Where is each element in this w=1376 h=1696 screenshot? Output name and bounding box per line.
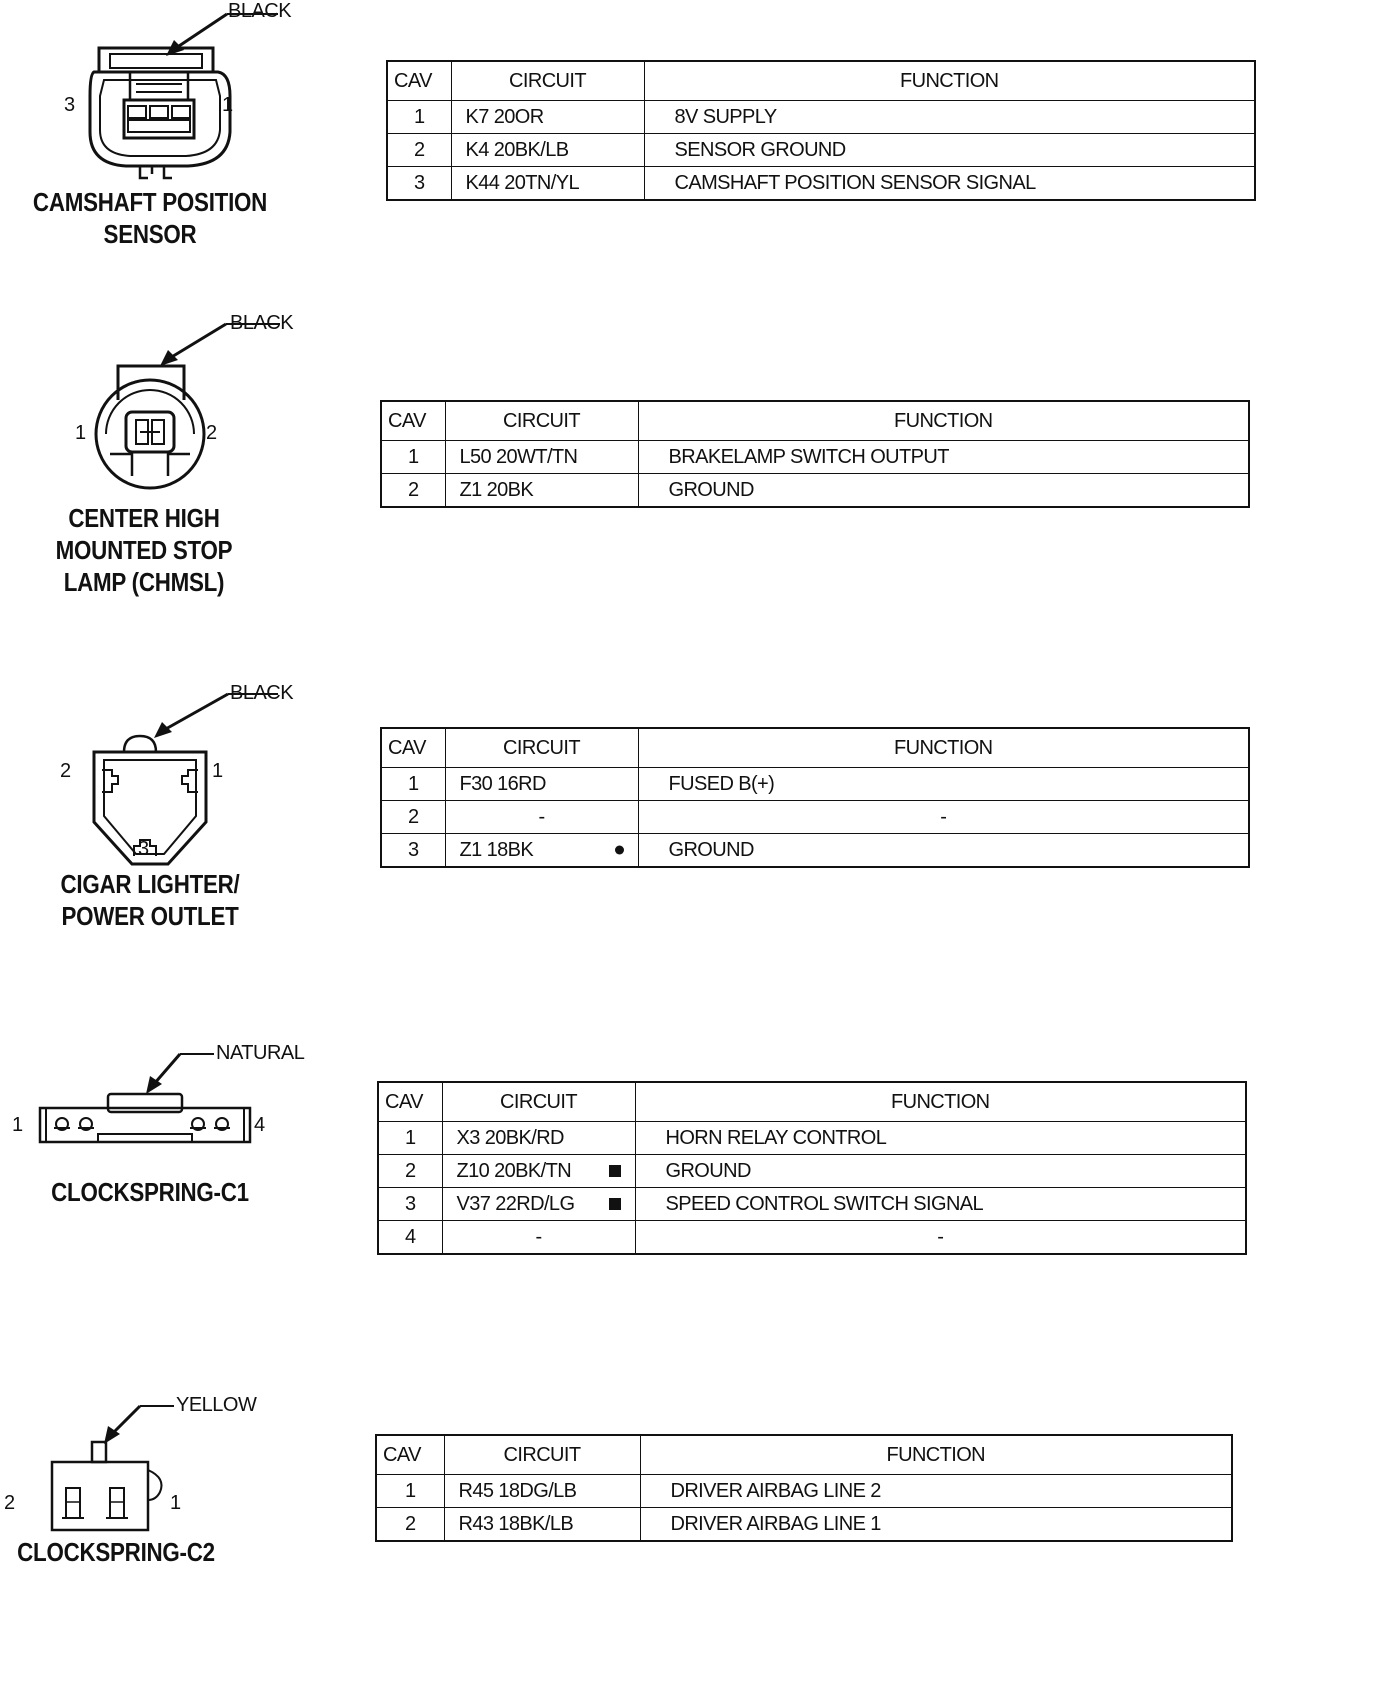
table-row bbox=[378, 1221, 1246, 1255]
circuit-cell bbox=[442, 1188, 635, 1221]
cav-cell: 2 bbox=[381, 474, 445, 508]
table-row bbox=[381, 834, 1249, 868]
function-cell: GROUND bbox=[638, 474, 1249, 508]
cigar-title-line-2: POWER OUTLET bbox=[61, 901, 239, 931]
function-cell: 8V SUPPLY bbox=[644, 101, 1255, 134]
clockspring-c2-pin-label-2: 2 bbox=[4, 1492, 16, 1514]
circuit-cell: R45 18DG/LB bbox=[444, 1475, 640, 1508]
table-row bbox=[381, 474, 1249, 508]
chmsl-pin-label-left: 1 bbox=[75, 422, 87, 444]
table-row bbox=[376, 1475, 1232, 1508]
circuit-cell bbox=[442, 1155, 635, 1188]
table-row bbox=[387, 167, 1255, 201]
function-cell: - bbox=[635, 1221, 1246, 1255]
cav-cell: 1 bbox=[378, 1122, 442, 1155]
header-cav: CAV bbox=[387, 61, 451, 101]
cav-cell: 3 bbox=[378, 1188, 442, 1221]
circuit-cell: - bbox=[442, 1221, 635, 1255]
camshaft-pin-label-left: 3 bbox=[64, 94, 76, 116]
table-row bbox=[387, 101, 1255, 134]
header-circuit: CIRCUIT bbox=[451, 61, 644, 101]
clockspring-c2-diagram bbox=[0, 1392, 260, 1542]
circuit-cell: R43 18BK/LB bbox=[444, 1508, 640, 1542]
clockspring-c1-diagram bbox=[0, 1040, 305, 1160]
cav-cell: 2 bbox=[387, 134, 451, 167]
camshaft-pin-label-right: 1 bbox=[222, 94, 234, 116]
circuit-cell: K4 20BK/LB bbox=[451, 134, 644, 167]
function-cell: - bbox=[638, 801, 1249, 834]
circuit-text: Z1 18BK bbox=[459, 838, 534, 861]
camshaft-connector-diagram bbox=[60, 0, 320, 190]
square-marker-icon bbox=[609, 1198, 621, 1210]
function-cell: HORN RELAY CONTROL bbox=[635, 1122, 1246, 1155]
header-function: FUNCTION bbox=[638, 401, 1249, 441]
function-cell: CAMSHAFT POSITION SENSOR SIGNAL bbox=[644, 167, 1255, 201]
function-cell: FUSED B(+) bbox=[638, 768, 1249, 801]
table-header-row bbox=[387, 61, 1255, 101]
clockspring-c2-pin-label-1: 1 bbox=[170, 1492, 182, 1514]
circuit-cell: K7 20OR bbox=[451, 101, 644, 134]
cav-cell: 1 bbox=[376, 1475, 444, 1508]
table-row bbox=[378, 1122, 1246, 1155]
chmsl-pin-label-right: 2 bbox=[206, 422, 218, 444]
chmsl-title bbox=[15, 502, 273, 598]
clockspring-c1-pinout-table bbox=[377, 1081, 1247, 1255]
function-cell: SPEED CONTROL SWITCH SIGNAL bbox=[635, 1188, 1246, 1221]
cav-cell: 2 bbox=[378, 1155, 442, 1188]
header-circuit: CIRCUIT bbox=[444, 1435, 640, 1475]
camshaft-title-line-2: SENSOR bbox=[103, 219, 197, 249]
clockspring-c1-title bbox=[21, 1176, 279, 1208]
header-cav: CAV bbox=[378, 1082, 442, 1122]
cigar-connector-diagram bbox=[60, 680, 320, 870]
cav-cell: 1 bbox=[381, 441, 445, 474]
function-cell: BRAKELAMP SWITCH OUTPUT bbox=[638, 441, 1249, 474]
circuit-cell: K44 20TN/YL bbox=[451, 167, 644, 201]
cav-cell: 2 bbox=[381, 801, 445, 834]
circuit-cell bbox=[445, 834, 638, 868]
header-function: FUNCTION bbox=[644, 61, 1255, 101]
cav-cell: 1 bbox=[381, 768, 445, 801]
header-circuit: CIRCUIT bbox=[445, 401, 638, 441]
square-marker-icon bbox=[609, 1165, 621, 1177]
table-row bbox=[378, 1155, 1246, 1188]
chmsl-title-line-1: CENTER HIGH bbox=[68, 503, 220, 533]
cigar-title bbox=[21, 868, 279, 932]
table-header-row bbox=[378, 1082, 1246, 1122]
clockspring-c2-color-label: YELLOW bbox=[176, 1394, 257, 1416]
camshaft-pinout-table bbox=[386, 60, 1256, 201]
cigar-title-line-1: CIGAR LIGHTER/ bbox=[60, 869, 240, 899]
cigar-pin-label-3: 3 bbox=[138, 838, 150, 860]
header-cav: CAV bbox=[381, 728, 445, 768]
table-header-row bbox=[381, 728, 1249, 768]
circuit-text: Z10 20BK/TN bbox=[456, 1159, 572, 1182]
function-cell: DRIVER AIRBAG LINE 2 bbox=[640, 1475, 1232, 1508]
table-row bbox=[378, 1188, 1246, 1221]
clockspring-c1-color-label: NATURAL bbox=[216, 1042, 305, 1064]
circuit-cell bbox=[442, 1122, 635, 1155]
chmsl-title-line-3: LAMP (CHMSL) bbox=[63, 567, 225, 597]
circuit-text: V37 22RD/LG bbox=[456, 1192, 575, 1215]
circuit-text: F30 16RD bbox=[459, 772, 546, 795]
header-cav: CAV bbox=[381, 401, 445, 441]
table-row bbox=[387, 134, 1255, 167]
header-function: FUNCTION bbox=[638, 728, 1249, 768]
header-circuit: CIRCUIT bbox=[445, 728, 638, 768]
cav-cell: 4 bbox=[378, 1221, 442, 1255]
table-header-row bbox=[376, 1435, 1232, 1475]
chmsl-title-line-2: MOUNTED STOP bbox=[55, 535, 233, 565]
chmsl-pinout-table bbox=[380, 400, 1250, 508]
cigar-pin-label-1: 1 bbox=[212, 760, 224, 782]
cav-cell: 3 bbox=[387, 167, 451, 201]
camshaft-color-label: BLACK bbox=[228, 0, 292, 22]
header-function: FUNCTION bbox=[635, 1082, 1246, 1122]
circuit-cell: L50 20WT/TN bbox=[445, 441, 638, 474]
chmsl-connector-diagram bbox=[60, 310, 320, 510]
chmsl-color-label: BLACK bbox=[230, 312, 294, 334]
clockspring-c1-pin-label-1: 1 bbox=[12, 1114, 24, 1136]
camshaft-title-line-1: CAMSHAFT POSITION bbox=[32, 187, 268, 217]
chmsl-connector-icon bbox=[60, 310, 320, 510]
table-row bbox=[376, 1508, 1232, 1542]
header-cav: CAV bbox=[376, 1435, 444, 1475]
clockspring-c1-title-line-1: CLOCKSPRING-C1 bbox=[51, 1177, 249, 1207]
splice-dot-icon bbox=[615, 846, 624, 855]
function-cell: DRIVER AIRBAG LINE 1 bbox=[640, 1508, 1232, 1542]
clockspring-c2-title bbox=[0, 1536, 245, 1568]
cav-cell: 1 bbox=[387, 101, 451, 134]
table-row bbox=[381, 768, 1249, 801]
circuit-cell: Z1 20BK bbox=[445, 474, 638, 508]
function-cell: SENSOR GROUND bbox=[644, 134, 1255, 167]
clockspring-c2-title-line-1: CLOCKSPRING-C2 bbox=[17, 1537, 215, 1567]
table-row bbox=[381, 801, 1249, 834]
table-row bbox=[381, 441, 1249, 474]
cigar-color-label: BLACK bbox=[230, 682, 294, 704]
circuit-cell: - bbox=[445, 801, 638, 834]
table-header-row bbox=[381, 401, 1249, 441]
cigar-pin-label-2: 2 bbox=[60, 760, 72, 782]
circuit-text: X3 20BK/RD bbox=[456, 1126, 564, 1149]
cigar-pinout-table bbox=[380, 727, 1250, 868]
circuit-cell bbox=[445, 768, 638, 801]
cav-cell: 3 bbox=[381, 834, 445, 868]
header-circuit: CIRCUIT bbox=[442, 1082, 635, 1122]
clockspring-c1-pin-label-4: 4 bbox=[254, 1114, 266, 1136]
header-function: FUNCTION bbox=[640, 1435, 1232, 1475]
clockspring-c2-pinout-table bbox=[375, 1434, 1233, 1542]
cav-cell: 2 bbox=[376, 1508, 444, 1542]
function-cell: GROUND bbox=[638, 834, 1249, 868]
camshaft-title bbox=[21, 186, 279, 250]
cigar-connector-icon bbox=[60, 680, 320, 870]
function-cell: GROUND bbox=[635, 1155, 1246, 1188]
camshaft-connector-icon bbox=[60, 0, 320, 190]
